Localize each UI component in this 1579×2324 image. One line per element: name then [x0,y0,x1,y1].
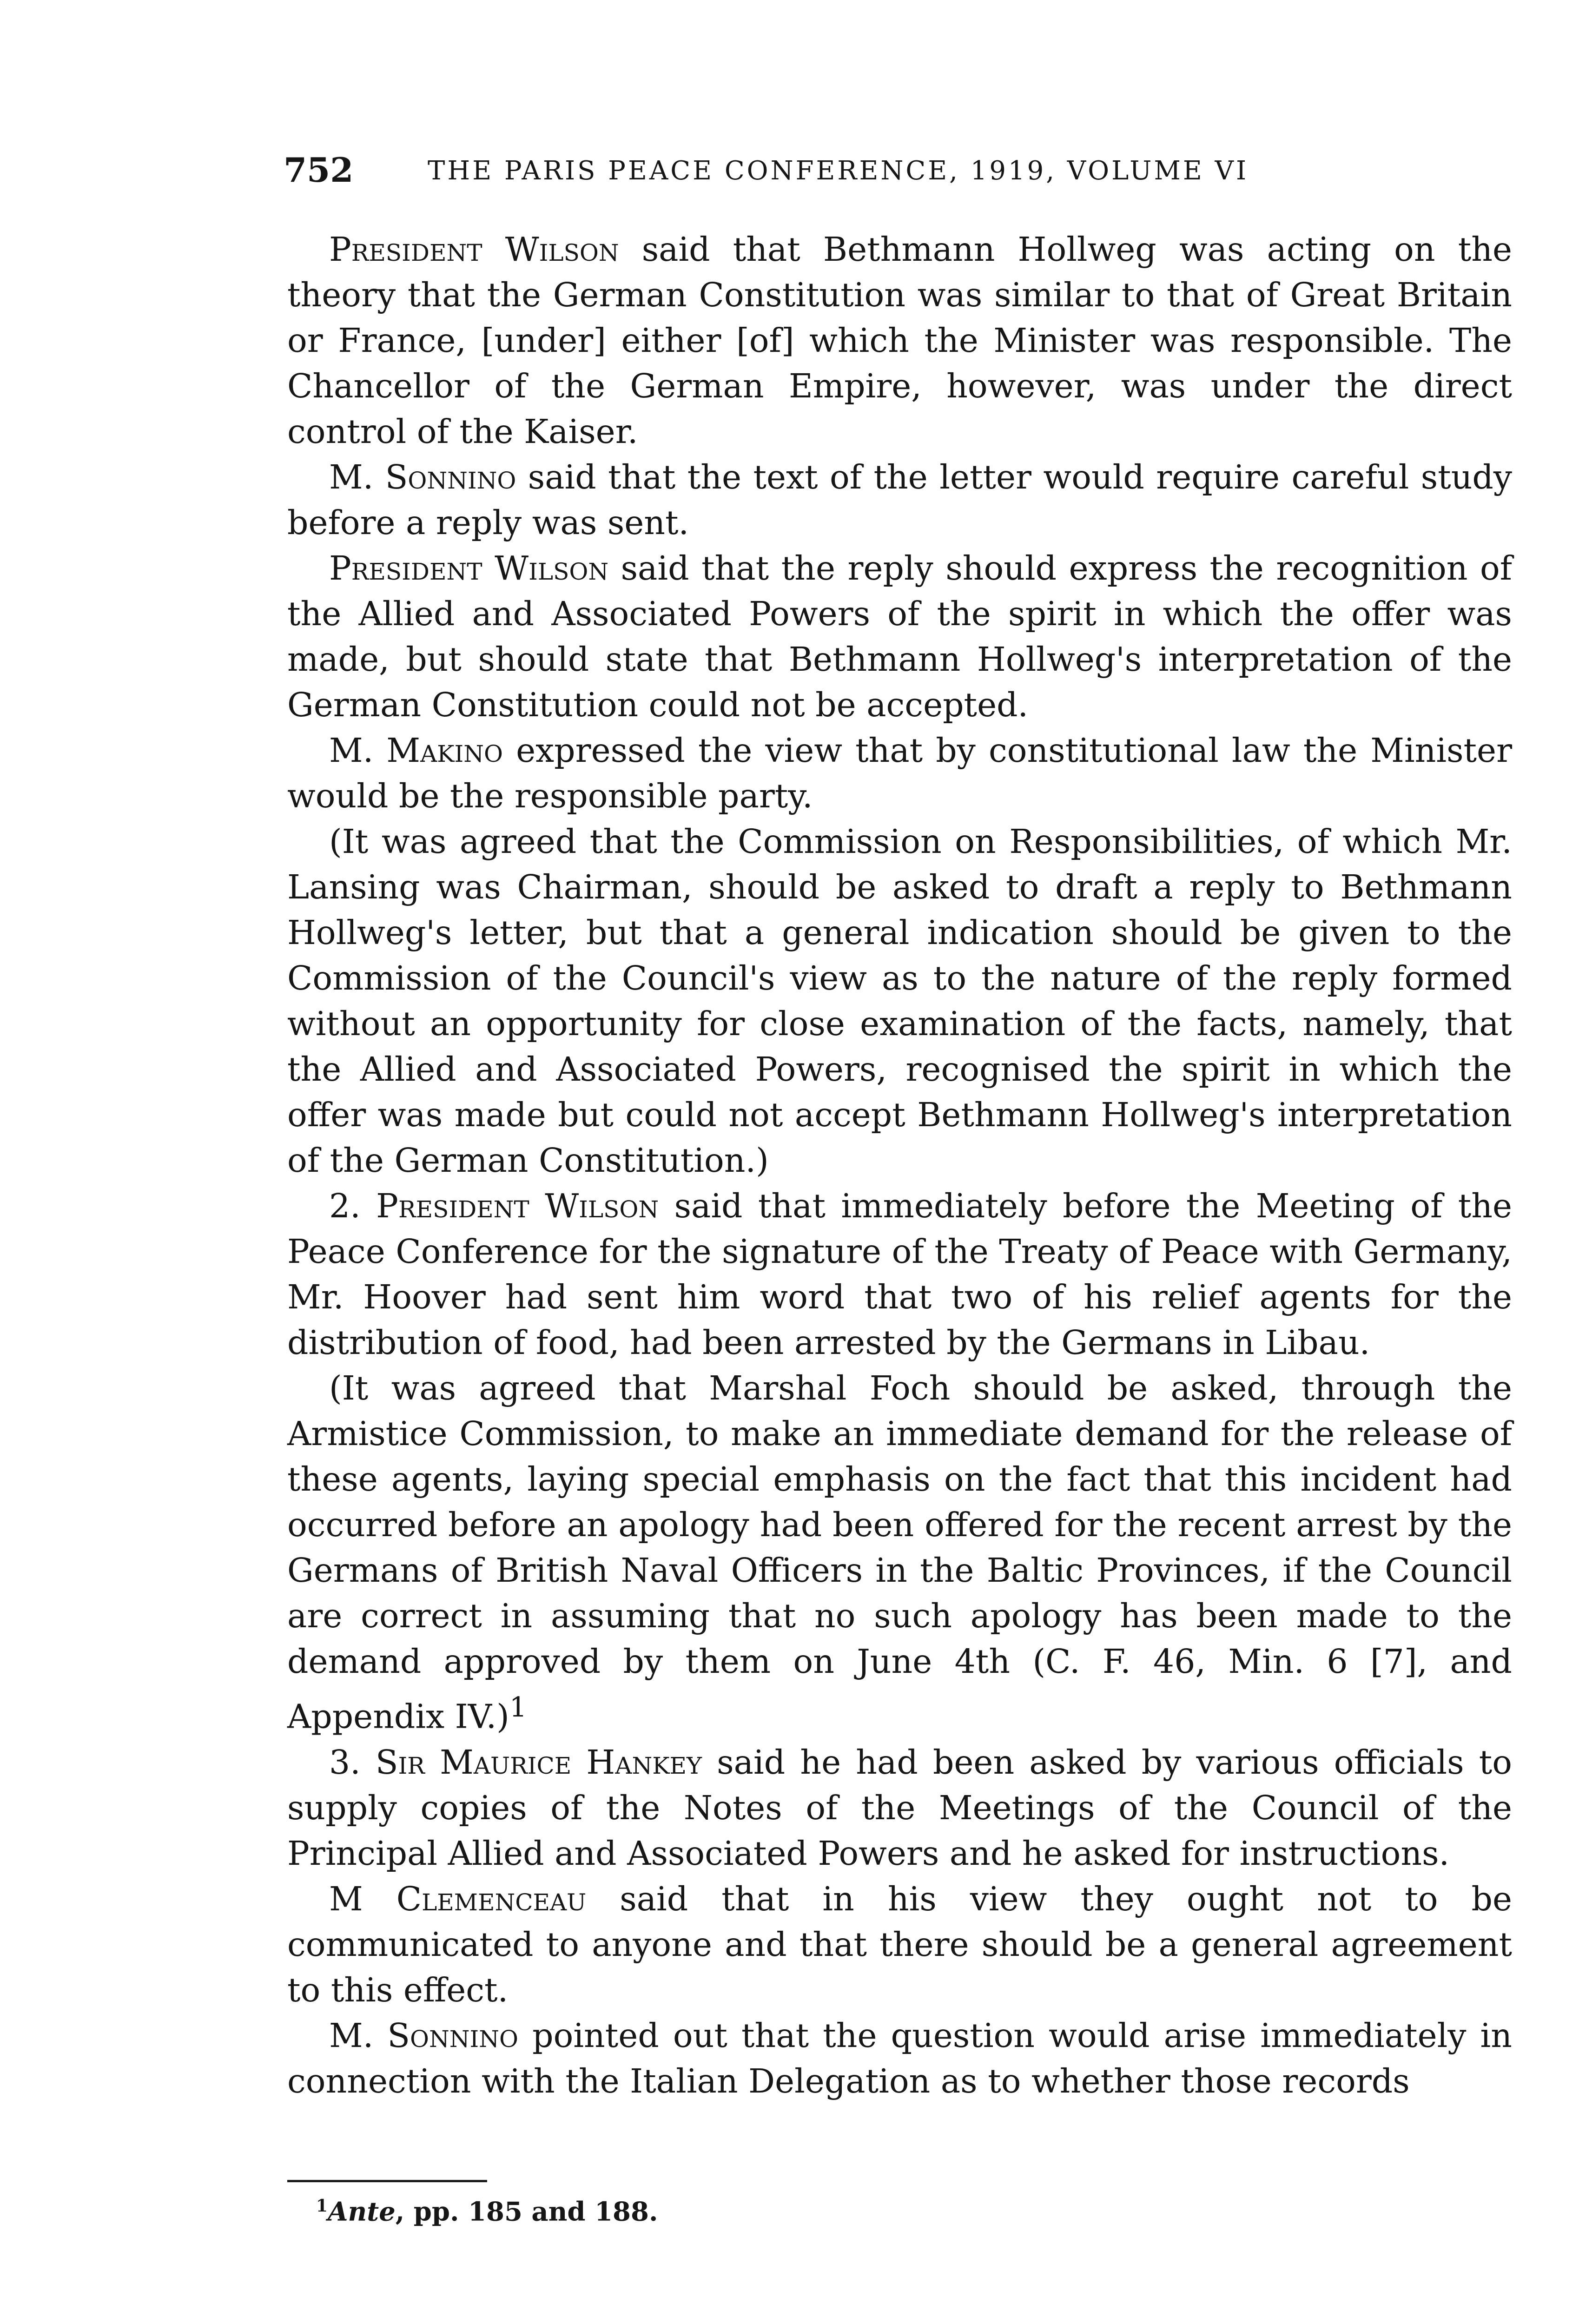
footnote-rule [287,2180,487,2182]
speaker-name: Clemenceau [396,1879,587,1918]
speaker-name: President Wilson [376,1187,659,1225]
item-number: 2. [329,1187,377,1225]
footnote [316,2196,658,2228]
speaker-name: Sonnino [387,2016,519,2055]
paragraph [287,819,1512,1183]
paragraph [287,728,1512,819]
paragraph [287,1366,1512,1740]
body-text [287,227,1512,2104]
footnote-text: , pp. 185 and 188. [395,2196,658,2227]
item-number: 3. [329,1743,376,1782]
speaker-prefix: M. [329,731,387,770]
speaker-prefix: M. [329,2016,388,2055]
paragraph-text: said that the text of the letter would require careful study before a reply was sent. [287,458,1512,542]
paragraph-text: said that immediately before the Meeting of the Peace Conference for the signature of the Treaty of Peace with Germany, Mr. Hoover had sent him word that two of his relief agents for the distribution of food, had been arrested by the Germans in Libau. [287,1187,1513,1362]
paragraph [287,1183,1512,1366]
paragraph [287,2013,1512,2104]
footnote-reference: 1 [509,1691,527,1723]
paragraph-text: said he had been asked by various officials to supply copies of the Notes of the Meetings of the Council of the Principal Allied and Associated Powers and he asked for instructions. [287,1743,1512,1873]
footnote-marker: 1 [316,2196,328,2216]
running-title: THE PARIS PEACE CONFERENCE, 1919, VOLUME VI [428,156,1249,186]
paragraph [287,227,1512,455]
paragraph-text: expressed the view that by constitutional law the Minister would be the responsible party. [287,731,1513,815]
speaker-name: President Wilson [329,549,609,588]
speaker-name: Sir Maurice Hankey [375,1743,702,1782]
paragraph-text: pointed out that the question would arise immediately in connection with the Italian Delegation as to whether those records [287,2016,1512,2100]
paragraph [287,455,1512,546]
paragraph-text: said that Bethmann Hollweg was acting on the theory that the German Constitution was similar to that of Great Britain or France, [under] either [of] which the Minister was responsible. The Chancellor of the German Empire, however, was under the direct control of the Kaiser. [287,230,1512,451]
paragraph [287,546,1512,728]
speaker-prefix: M [329,1879,396,1918]
paragraph [287,1876,1512,2013]
speaker-name: Makino [386,731,503,770]
paragraph-text: (It was agreed that Marshal Foch should be asked, through the Armistice Commission, to make an immediate demand for the release of these agents, laying special emphasis on the fact that this incident had occurred before an apology had been offered for the recent arrest by the Germans of British Naval Officers in the Baltic Provinces, if the Council are correct in assuming that no such apology has been made to the demand approved by them on June 4th (C. F. 46, Min. 6 [7], and Appendix IV.) [287,1369,1512,1736]
paragraph [287,1740,1512,1876]
paragraph-text: said that the reply should express the recognition of the Allied and Associated Powers of the spirit in which the offer was made, but should state that Bethmann Hollweg's interpretation of the German Constitution could not be accepted. [287,549,1512,724]
page-number: 752 [284,150,354,190]
speaker-name: President Wilson [329,230,619,269]
footnote-ref: Ante [328,2196,396,2227]
speaker-prefix: M. [329,458,385,496]
page-header [284,150,1518,205]
speaker-name: Sonnino [385,458,516,496]
paragraph-text: said that in his view they ought not to be communicated to anyone and that there should be a general agreement to this effect. [287,1879,1512,2009]
paragraph-text: (It was agreed that the Commission on Responsibilities, of which Mr. Lansing was Chairman, should be asked to draft a reply to Bethmann Hollweg's letter, but that a general indication should be given to the Commission of the Council's view as to the nature of the reply formed without an opportunity for close examination of the facts, namely, that the Allied and Associated Powers, recognised the spirit in which the offer was made but could not accept Bethmann Hollweg's interpretation of the German Constitution.) [287,822,1512,1180]
